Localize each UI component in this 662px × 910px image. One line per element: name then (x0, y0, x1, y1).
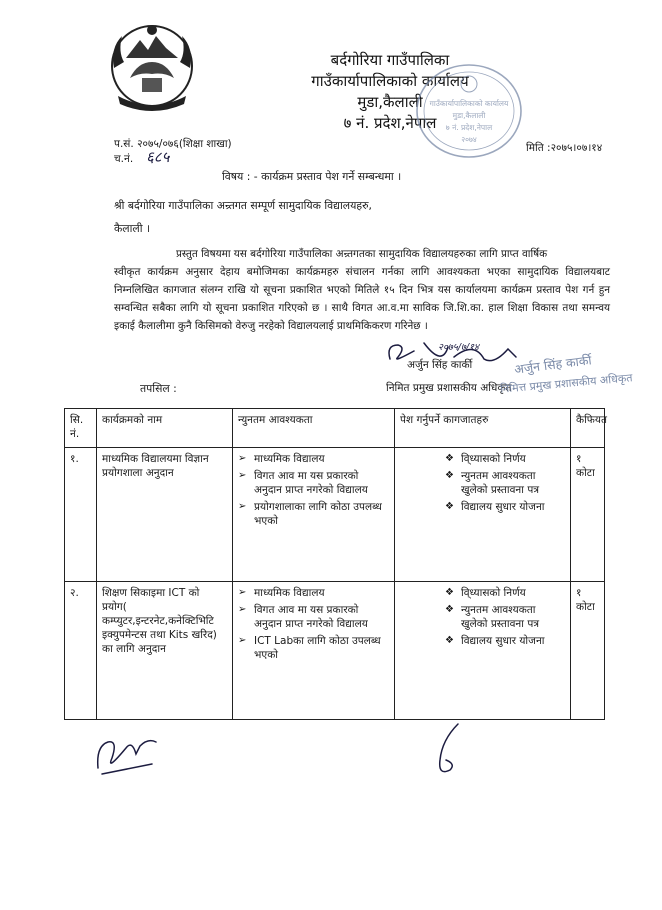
col-header-documents: पेश गर्नुपर्ने कागजातहरु (395, 409, 571, 448)
arrow-bullet-icon: ➢ (238, 587, 247, 598)
program-table (64, 408, 605, 720)
office-address-line: मुडा,कैलाली (357, 93, 423, 111)
letter-date: मिति :२०७५।०७।१४ (526, 142, 603, 154)
name-stamp: अर्जुन सिंह कार्की (513, 352, 593, 377)
col-header-serial: सि. नं. (65, 409, 97, 448)
requirement-item: ➢ विगत आव मा यस प्रकारको अनुदान प्राप्त नगरेको विद्यालय (238, 604, 368, 630)
dispatch-number-handwritten: ६८५ (146, 148, 170, 166)
arrow-bullet-icon: ➢ (238, 635, 247, 646)
diamond-bullet-icon: ❖ (445, 501, 454, 512)
requirement-item: ➢ ICT Labका लागि कोठा उपलब्ध भएको (238, 635, 381, 661)
arrow-bullet-icon: ➢ (238, 453, 247, 464)
subject-line: विषय : - कार्यक्रम प्रस्ताव पेश गर्ने सम्बन्धमा । (222, 170, 402, 183)
requirement-item: ➢ विगत आव मा यस प्रकारको अनुदान प्राप्त नगरेको विद्यालय (238, 470, 368, 496)
province-line: ७ नं. प्रदेश,नेपाल (343, 114, 437, 132)
diamond-bullet-icon: ❖ (445, 470, 454, 481)
diamond-bullet-icon: ❖ (445, 604, 454, 615)
row-remarks: १ कोटा (571, 582, 605, 720)
row-program-name: शिक्षण सिकाइमा ICT को प्रयोग( कम्प्युटर,इन्टरनेट,कनेक्टिभिटि इक्युपमेन्टस तथा Kits खरिद) का लागि अनुदान (97, 582, 233, 720)
row-serial: १. (65, 448, 97, 582)
document-item: ❖ विद्यालय सुधार योजना (445, 635, 545, 647)
details-label: तपसिल : (140, 382, 177, 395)
handwritten-date: २०७५/७/१४ (438, 342, 479, 353)
row-requirements (233, 582, 395, 720)
row-documents (395, 582, 571, 720)
document-item: ❖ न्युनतम आवश्यकता खुलेको प्रस्तावना पत्र (445, 604, 540, 630)
requirement-item: ➢ माध्यमिक विद्यालय (238, 587, 325, 599)
body-paragraph: स्वीकृत कार्यक्रम अनुसार देहाय बमोजिमका कार्यक्रमहरु संचालन गर्नका लागि आवश्यकता भएका सामुदायिक विद्यालयबाट निम्नलिखित कागजात संलग्न राखि यो सूचना प्रकाशित भएको मितिले १५ दिन भित्र यस कार्यालयमा कार्यक्रम प्रस्ताव पेश गर्न हुन सम्वन्धित सबैका लागि यो सूचना प्रकाशित गरिएको छ । साथै विगत आ.व.मा साविक जि.शि.का. हाल शिक्षा विकास तथा समन्वय इकाई कैलालीमा कुनै किसिमको वेरुजु नरहेको विद्यालयलाई प्राथमिकिकरण गरिनेछ । (114, 266, 610, 332)
dispatch-number-label: च.नं. (114, 153, 134, 165)
stamp-line-1: गाउँकार्यापालिकाको कार्यालय (429, 99, 509, 108)
signatory-name: अर्जुन सिंह कार्की (407, 359, 473, 371)
document-item: ❖ वि्ध्यासको निर्णय (445, 453, 526, 465)
body-paragraph-first-line: प्रस्तुत विषयमा यस बर्दगोरिया गाउँपालिका अन्र्तगतका सामुदायिक विद्यालयहरुका लागि प्राप्त वार्षिक (176, 248, 548, 260)
row-remarks: १ कोटा (571, 448, 605, 582)
table-row (65, 582, 605, 720)
addressee-district: कैलाली । (114, 222, 151, 235)
arrow-bullet-icon: ➢ (238, 470, 247, 481)
requirement-item: ➢ माध्यमिक विद्यालय (238, 453, 325, 465)
row-requirements (233, 448, 395, 582)
title-stamp: निमित्त प्रमुख प्रशासकीय अधिकृत (499, 371, 634, 396)
diamond-bullet-icon: ❖ (445, 453, 454, 464)
letter-reference-number: प.सं. २०७५/०७६(शिक्षा शाखा) (114, 138, 232, 150)
diamond-bullet-icon: ❖ (445, 635, 454, 646)
document-item: ❖ विद्यालय सुधार योजना (445, 501, 545, 513)
bottom-center-signature (428, 720, 468, 780)
row-serial: २. (65, 582, 97, 720)
office-stamp (414, 62, 524, 160)
stamp-line-4: २०७४ (461, 135, 477, 144)
office-name-line-1: बर्दगोरिया गाउँपालिका (330, 51, 450, 69)
table-header-row (65, 409, 605, 448)
col-header-requirements: न्युनतम आवश्यकता (233, 409, 395, 448)
col-header-program-name: कार्यक्रमको नाम (97, 409, 233, 448)
nepal-emblem-icon (104, 18, 200, 116)
bottom-left-signature (92, 728, 162, 778)
document-item: ❖ न्युनतम आवश्यकता खुलेको प्रस्तावना पत्र (445, 470, 540, 496)
row-program-name: माध्यमिक विद्यालयमा विज्ञान प्रयोगशाला अनुदान (97, 448, 233, 582)
stamp-line-2: मुडा,कैलाली (452, 111, 486, 120)
arrow-bullet-icon: ➢ (238, 501, 247, 512)
row-documents (395, 448, 571, 582)
document-item: ❖ वि्ध्यासको निर्णय (445, 587, 526, 599)
office-name-line-2: गाउँकार्यापालिकाको कार्यालय (311, 72, 469, 90)
table-row (65, 448, 605, 582)
arrow-bullet-icon: ➢ (238, 604, 247, 615)
col-header-remarks: कैफियत (571, 409, 605, 448)
requirement-item: ➢ प्रयोगशालाका लागि कोठा उपलब्ध भएको (238, 501, 382, 527)
addressee-line: श्री बर्दगोरिया गाउँपालिका अन्र्तगत सम्पूर्ण सामुदायिक विद्यालयहरु, (114, 199, 372, 212)
diamond-bullet-icon: ❖ (445, 587, 454, 598)
stamp-line-3: ७ नं. प्रदेश,नेपाल (445, 123, 493, 132)
signatory-title: निमित प्रमुख प्रशासकीय अधिकृत (386, 382, 512, 394)
